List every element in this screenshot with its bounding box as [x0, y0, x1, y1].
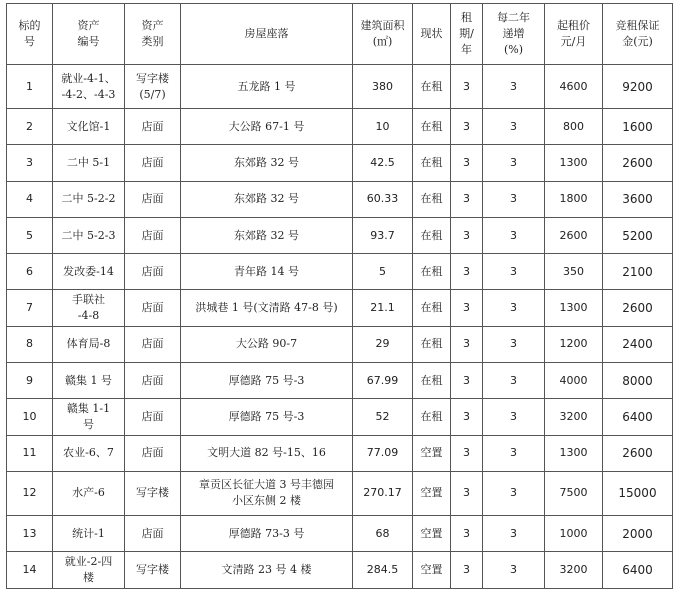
cell-text: -4-2、-4-3 [61, 87, 116, 101]
cell-area: 284.5 [353, 552, 413, 588]
cell-text: 厚德路 75 号-3 [228, 410, 305, 424]
cell-text: 小区东侧 2 楼 [232, 494, 301, 508]
cell-increase: 3 [483, 181, 545, 217]
rental-assets-table [6, 3, 673, 589]
cell-address [181, 109, 353, 145]
cell-deposit: 15000 [603, 471, 673, 515]
cell-area: 5 [353, 254, 413, 290]
header-increase [483, 4, 545, 65]
cell-status: 在租 [413, 145, 451, 181]
cell-asset-code [53, 290, 125, 326]
cell-increase: 3 [483, 471, 545, 515]
cell-asset-code [53, 65, 125, 109]
cell-text: 厚德路 75 号-3 [228, 373, 305, 387]
header-text: 元/月 [560, 35, 587, 48]
cell-status: 在租 [413, 254, 451, 290]
table-row [7, 290, 673, 326]
cell-area: 42.5 [353, 145, 413, 181]
cell-increase: 3 [483, 515, 545, 551]
cell-address [181, 363, 353, 399]
cell-status: 空置 [413, 552, 451, 588]
cell-text: 赣集 1 号 [65, 373, 112, 387]
cell-deposit: 6400 [603, 399, 673, 435]
cell-lot-no: 5 [7, 217, 53, 253]
cell-text: 五龙路 1 号 [237, 79, 296, 93]
cell-text: 写字楼 [136, 486, 169, 500]
header-text: 起租价 [557, 19, 590, 32]
cell-area: 68 [353, 515, 413, 551]
cell-asset-type [125, 109, 181, 145]
cell-asset-type [125, 471, 181, 515]
cell-area: 67.99 [353, 363, 413, 399]
table-row [7, 217, 673, 253]
cell-deposit: 6400 [603, 552, 673, 588]
cell-increase: 3 [483, 217, 545, 253]
cell-term: 3 [451, 326, 483, 362]
header-area [353, 4, 413, 65]
cell-increase: 3 [483, 435, 545, 471]
cell-text: 东郊路 32 号 [234, 155, 299, 169]
cell-text: (5/7) [139, 87, 166, 101]
cell-asset-code [53, 254, 125, 290]
cell-text: 店面 [141, 337, 164, 351]
cell-text: 店面 [141, 526, 164, 540]
cell-lot-no: 2 [7, 109, 53, 145]
cell-area: 10 [353, 109, 413, 145]
cell-deposit: 5200 [603, 217, 673, 253]
cell-text: 体育局-8 [66, 337, 111, 351]
header-text: (㎡) [372, 35, 393, 48]
header-asset-type [125, 4, 181, 65]
cell-asset-type [125, 363, 181, 399]
cell-area: 270.17 [353, 471, 413, 515]
cell-asset-code [53, 109, 125, 145]
cell-increase: 3 [483, 290, 545, 326]
cell-text: 农业-6、7 [63, 446, 114, 460]
table-row [7, 363, 673, 399]
cell-term: 3 [451, 399, 483, 435]
cell-deposit: 2000 [603, 515, 673, 551]
cell-text: 赣集 1-1 [66, 402, 111, 416]
cell-status: 空置 [413, 435, 451, 471]
cell-deposit: 2100 [603, 254, 673, 290]
header-text: 编号 [77, 35, 100, 48]
cell-address [181, 399, 353, 435]
cell-deposit: 1600 [603, 109, 673, 145]
header-row [7, 4, 673, 65]
cell-lot-no: 13 [7, 515, 53, 551]
cell-status: 在租 [413, 290, 451, 326]
cell-lot-no: 14 [7, 552, 53, 588]
header-text: 租 [461, 11, 472, 24]
cell-area: 52 [353, 399, 413, 435]
header-text: 竞租保证 [615, 19, 660, 32]
cell-text: 洪城巷 1 号(文清路 47-8 号) [195, 301, 338, 315]
cell-term: 3 [451, 181, 483, 217]
cell-area: 380 [353, 65, 413, 109]
header-text: 类别 [141, 35, 164, 48]
cell-asset-type [125, 326, 181, 362]
cell-text: 文明大道 82 号-15、16 [207, 446, 326, 460]
cell-start-rent: 1200 [545, 326, 603, 362]
cell-start-rent: 1300 [545, 145, 603, 181]
header-status [413, 4, 451, 65]
cell-text: 文化馆-1 [66, 119, 111, 133]
cell-start-rent: 1300 [545, 435, 603, 471]
cell-status: 在租 [413, 65, 451, 109]
cell-text: 二中 5-1 [66, 155, 111, 169]
cell-asset-type [125, 552, 181, 588]
header-address [181, 4, 353, 65]
cell-term: 3 [451, 552, 483, 588]
cell-start-rent: 2600 [545, 217, 603, 253]
cell-asset-type [125, 217, 181, 253]
cell-address [181, 552, 353, 588]
cell-area: 77.09 [353, 435, 413, 471]
cell-status: 在租 [413, 363, 451, 399]
cell-deposit: 8000 [603, 363, 673, 399]
cell-text: 写字楼 [136, 562, 169, 576]
cell-status: 空置 [413, 471, 451, 515]
table-row [7, 326, 673, 362]
table-row [7, 471, 673, 515]
cell-increase: 3 [483, 399, 545, 435]
cell-text: 店面 [141, 228, 164, 242]
cell-text: 店面 [141, 446, 164, 460]
cell-increase: 3 [483, 145, 545, 181]
cell-text: 水产-6 [72, 486, 105, 500]
header-text: 房屋座落 [244, 27, 289, 40]
cell-text: 东郊路 32 号 [234, 228, 299, 242]
cell-text: 手联社 [72, 293, 105, 307]
cell-start-rent: 350 [545, 254, 603, 290]
cell-term: 3 [451, 65, 483, 109]
cell-deposit: 9200 [603, 65, 673, 109]
cell-lot-no: 7 [7, 290, 53, 326]
table-row [7, 181, 673, 217]
cell-address [181, 435, 353, 471]
cell-asset-type [125, 65, 181, 109]
cell-status: 在租 [413, 109, 451, 145]
cell-increase: 3 [483, 552, 545, 588]
header-text: 建筑面积 [360, 19, 405, 32]
cell-text: 大公路 90-7 [235, 337, 298, 351]
cell-lot-no: 3 [7, 145, 53, 181]
cell-text: -4-8 [77, 309, 100, 323]
cell-text: 就业-2-四 [64, 554, 113, 568]
cell-increase: 3 [483, 254, 545, 290]
cell-text: 店面 [141, 119, 164, 133]
cell-lot-no: 9 [7, 363, 53, 399]
cell-asset-type [125, 181, 181, 217]
cell-text: 发改委-14 [63, 264, 114, 278]
header-start-rent [545, 4, 603, 65]
cell-asset-code [53, 552, 125, 588]
cell-start-rent: 3200 [545, 552, 603, 588]
cell-asset-code [53, 471, 125, 515]
cell-lot-no: 11 [7, 435, 53, 471]
header-text: 资产 [141, 19, 164, 32]
cell-term: 3 [451, 515, 483, 551]
cell-text: 店面 [141, 301, 164, 315]
cell-area: 60.33 [353, 181, 413, 217]
cell-text: 店面 [141, 410, 164, 424]
cell-address [181, 181, 353, 217]
cell-term: 3 [451, 435, 483, 471]
cell-status: 空置 [413, 515, 451, 551]
header-text: 标的 [18, 19, 41, 32]
cell-increase: 3 [483, 65, 545, 109]
cell-text: 厚德路 73-3 号 [228, 526, 305, 540]
cell-text: 二中 5-2-3 [61, 228, 116, 242]
cell-start-rent: 1800 [545, 181, 603, 217]
cell-text: 统计-1 [72, 526, 105, 540]
table-row [7, 109, 673, 145]
cell-text: 号 [83, 418, 94, 432]
cell-text: 店面 [141, 192, 164, 206]
cell-text: 青年路 14 号 [234, 264, 299, 278]
cell-asset-type [125, 254, 181, 290]
header-text: 递增 [502, 27, 525, 40]
cell-asset-type [125, 290, 181, 326]
cell-lot-no: 10 [7, 399, 53, 435]
table-row [7, 145, 673, 181]
cell-text: 大公路 67-1 号 [228, 119, 305, 133]
header-text: 号 [24, 35, 35, 48]
cell-text: 店面 [141, 264, 164, 278]
cell-area: 29 [353, 326, 413, 362]
header-text: 每二年 [497, 11, 530, 24]
cell-address [181, 254, 353, 290]
cell-asset-type [125, 399, 181, 435]
cell-start-rent: 4000 [545, 363, 603, 399]
cell-lot-no: 1 [7, 65, 53, 109]
cell-text: 楼 [83, 570, 94, 584]
cell-address [181, 471, 353, 515]
cell-lot-no: 12 [7, 471, 53, 515]
cell-address [181, 65, 353, 109]
cell-start-rent: 3200 [545, 399, 603, 435]
table-row [7, 552, 673, 588]
table-row [7, 399, 673, 435]
cell-address [181, 217, 353, 253]
cell-term: 3 [451, 254, 483, 290]
cell-text: 二中 5-2-2 [61, 192, 116, 206]
header-text: 期/ [459, 27, 474, 40]
table-header [7, 4, 673, 65]
cell-start-rent: 800 [545, 109, 603, 145]
table-body [7, 65, 673, 589]
header-text: 金(元) [622, 35, 653, 48]
cell-term: 3 [451, 145, 483, 181]
table-row [7, 435, 673, 471]
cell-deposit: 2600 [603, 290, 673, 326]
header-deposit [603, 4, 673, 65]
cell-area: 93.7 [353, 217, 413, 253]
cell-term: 3 [451, 471, 483, 515]
header-text: (%) [503, 43, 524, 56]
cell-asset-code [53, 181, 125, 217]
cell-asset-code [53, 515, 125, 551]
cell-asset-type [125, 515, 181, 551]
cell-text: 店面 [141, 155, 164, 169]
header-asset-code [53, 4, 125, 65]
table-row [7, 515, 673, 551]
cell-asset-code [53, 435, 125, 471]
cell-lot-no: 8 [7, 326, 53, 362]
cell-term: 3 [451, 109, 483, 145]
header-text: 年 [461, 43, 472, 56]
cell-asset-code [53, 326, 125, 362]
cell-asset-code [53, 145, 125, 181]
cell-text: 文清路 23 号 4 楼 [221, 562, 312, 576]
cell-lot-no: 4 [7, 181, 53, 217]
cell-status: 在租 [413, 217, 451, 253]
cell-status: 在租 [413, 399, 451, 435]
cell-increase: 3 [483, 109, 545, 145]
header-text: 资产 [77, 19, 100, 32]
cell-deposit: 2600 [603, 435, 673, 471]
cell-text: 就业-4-1、 [61, 71, 116, 85]
cell-deposit: 2600 [603, 145, 673, 181]
cell-increase: 3 [483, 363, 545, 399]
cell-lot-no: 6 [7, 254, 53, 290]
header-lot-no [7, 4, 53, 65]
cell-deposit: 3600 [603, 181, 673, 217]
cell-start-rent: 1300 [545, 290, 603, 326]
cell-status: 在租 [413, 326, 451, 362]
table-row [7, 254, 673, 290]
cell-increase: 3 [483, 326, 545, 362]
cell-asset-type [125, 435, 181, 471]
cell-term: 3 [451, 363, 483, 399]
cell-address [181, 515, 353, 551]
header-text: 现状 [420, 27, 443, 40]
cell-start-rent: 4600 [545, 65, 603, 109]
cell-text: 店面 [141, 373, 164, 387]
cell-area: 21.1 [353, 290, 413, 326]
cell-address [181, 145, 353, 181]
cell-start-rent: 7500 [545, 471, 603, 515]
cell-text: 东郊路 32 号 [234, 192, 299, 206]
cell-address [181, 326, 353, 362]
cell-start-rent: 1000 [545, 515, 603, 551]
cell-asset-code [53, 399, 125, 435]
cell-address [181, 290, 353, 326]
cell-deposit: 2400 [603, 326, 673, 362]
table-row [7, 65, 673, 109]
cell-status: 在租 [413, 181, 451, 217]
header-term [451, 4, 483, 65]
cell-asset-type [125, 145, 181, 181]
cell-asset-code [53, 217, 125, 253]
cell-asset-code [53, 363, 125, 399]
cell-term: 3 [451, 290, 483, 326]
cell-text: 写字楼 [136, 71, 169, 85]
cell-term: 3 [451, 217, 483, 253]
cell-text: 章贡区长征大道 3 号丰德园 [199, 478, 334, 492]
